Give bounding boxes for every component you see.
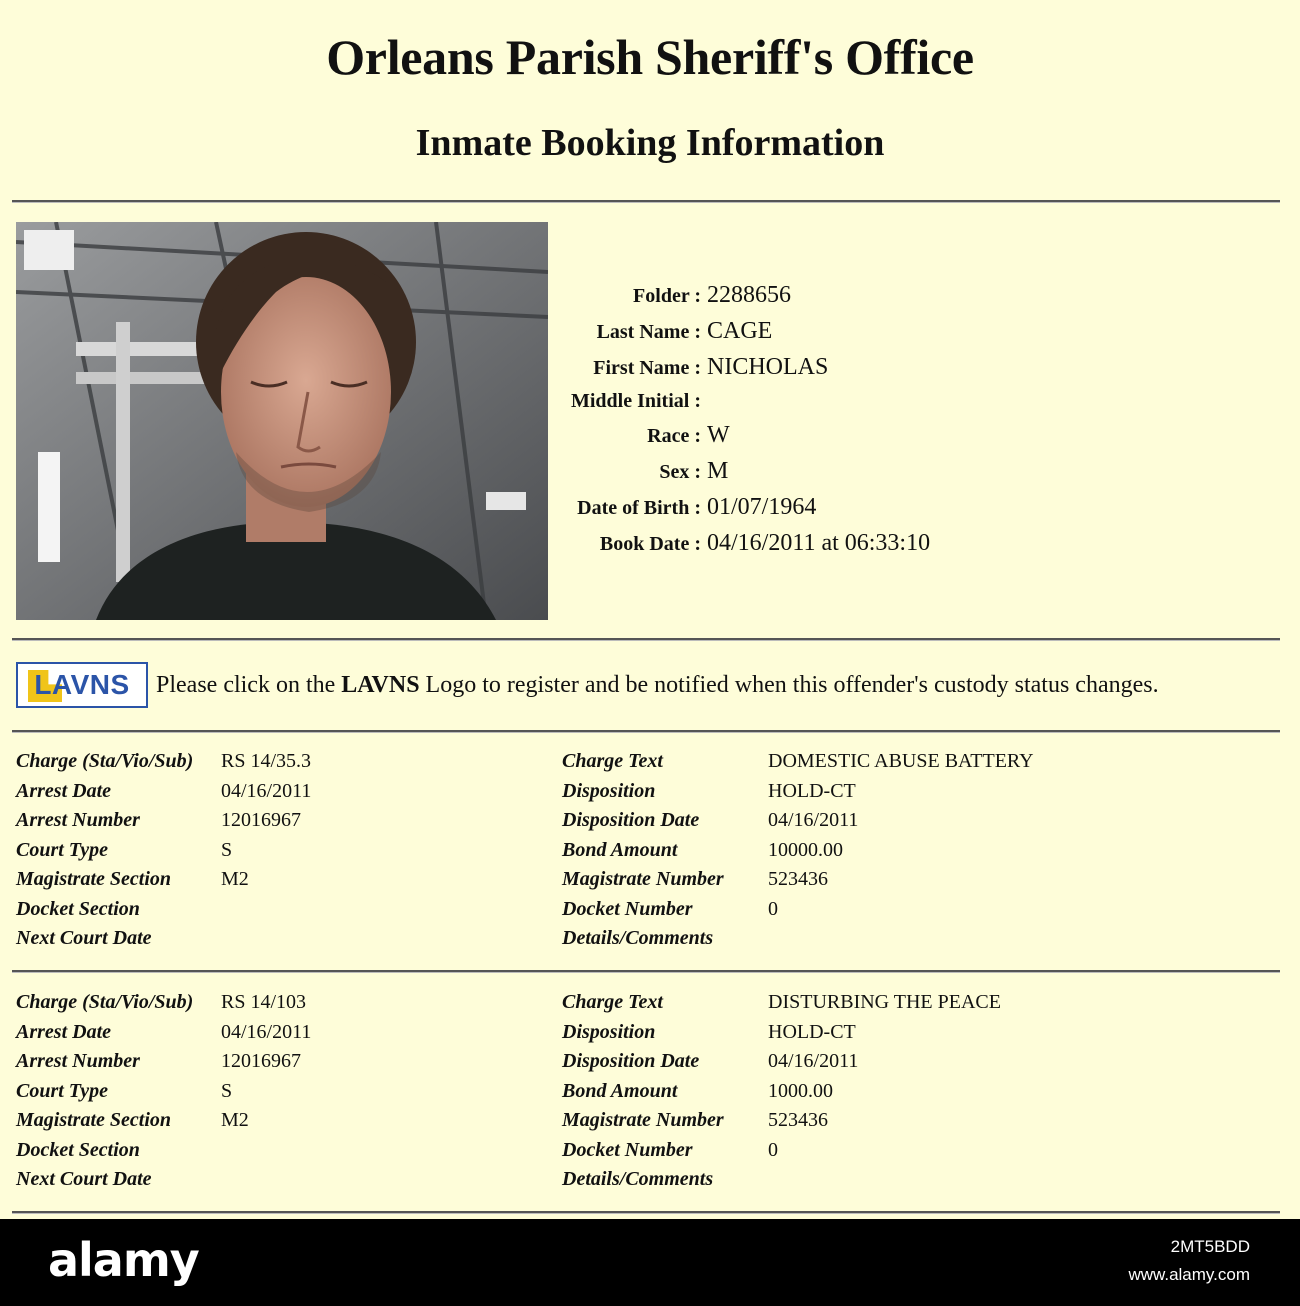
charge-label: Arrest Number	[16, 1050, 140, 1072]
charge-row	[16, 1021, 1276, 1051]
lavns-logo-text: LAVNS	[34, 669, 130, 700]
charge-label: Court Type	[16, 838, 109, 861]
charge-row	[16, 750, 1276, 780]
charge-row	[16, 1168, 1276, 1198]
info-label: First Name :	[593, 357, 701, 379]
charge-row	[16, 927, 1276, 957]
charge-value: 12016967	[221, 809, 301, 831]
info-row-middle-initial	[540, 390, 1100, 422]
charge-label: Disposition Date	[562, 1050, 700, 1072]
image-id: 2MT5BDD	[1170, 1237, 1250, 1256]
charge-value: S	[221, 838, 233, 861]
info-label: Book Date :	[599, 533, 701, 555]
charge-label: Magistrate Number	[562, 868, 724, 890]
watermark-meta	[1128, 1237, 1250, 1285]
page-title: Orleans Parish Sheriff's Office	[326, 29, 974, 85]
charge-label: Disposition	[562, 779, 656, 802]
divider	[12, 970, 1280, 973]
info-label: Date of Birth :	[577, 497, 701, 519]
charge-row	[16, 809, 1276, 839]
charge-row	[16, 839, 1276, 869]
charge-value: 10000.00	[768, 838, 843, 861]
page-subtitle: Inmate Booking Information	[415, 122, 885, 164]
info-label: Folder :	[633, 285, 701, 307]
lavns-message	[156, 672, 1159, 699]
charge-label: Details/Comments	[562, 1168, 714, 1190]
charge-value: S	[221, 1079, 233, 1102]
charge-row	[16, 898, 1276, 928]
charge-value: 12016967	[221, 1050, 301, 1072]
info-row-race	[540, 422, 1100, 458]
lavns-notice	[16, 662, 1159, 708]
charge-row	[16, 868, 1276, 898]
charge-block-2	[16, 991, 1276, 1198]
info-value: W	[707, 422, 730, 448]
charge-label: Docket Number	[562, 897, 693, 920]
charge-value: 523436	[768, 868, 828, 890]
charge-value: DISTURBING THE PEACE	[768, 991, 1001, 1013]
lavns-msg-bold: LAVNS	[341, 671, 420, 698]
divider	[12, 730, 1280, 733]
charge-value: RS 14/35.3	[221, 750, 312, 772]
charge-label: Magistrate Section	[16, 868, 172, 890]
info-row-sex	[540, 458, 1100, 494]
inmate-info	[540, 282, 1100, 566]
charge-label: Docket Section	[16, 897, 140, 920]
charge-label: Bond Amount	[562, 1079, 678, 1102]
lavns-msg-before: Please click on the	[156, 671, 342, 698]
watermark-url: www.alamy.com	[1128, 1265, 1250, 1284]
charge-value: DOMESTIC ABUSE BATTERY	[768, 750, 1034, 772]
divider	[12, 200, 1280, 203]
charge-label: Docket Number	[562, 1138, 693, 1161]
info-row-date-of-birth	[540, 494, 1100, 530]
charge-value: M2	[221, 868, 249, 890]
charge-value: 523436	[768, 1109, 828, 1131]
charge-value: 0	[768, 1138, 778, 1161]
info-value: M	[707, 458, 729, 484]
info-row-first-name	[540, 354, 1100, 390]
charge-label: Arrest Date	[16, 1020, 111, 1043]
charge-label: Magistrate Section	[16, 1109, 172, 1131]
charge-value: HOLD-CT	[768, 779, 856, 802]
info-label: Race :	[647, 425, 701, 447]
info-label: Last Name :	[596, 321, 701, 343]
charge-value: RS 14/103	[221, 991, 307, 1013]
charge-value: 1000.00	[768, 1079, 833, 1102]
info-row-last-name	[540, 318, 1100, 354]
charge-value: HOLD-CT	[768, 1020, 856, 1043]
charge-row	[16, 991, 1276, 1021]
info-value: 04/16/2011 at 06:33:10	[707, 530, 931, 556]
charge-row	[16, 1080, 1276, 1110]
charge-row	[16, 1139, 1276, 1169]
charge-value: 04/16/2011	[221, 779, 312, 802]
info-label: Middle Initial :	[570, 390, 701, 412]
charge-label: Charge Text	[562, 991, 663, 1013]
charge-block-1	[16, 750, 1276, 957]
info-value: NICHOLAS	[707, 354, 829, 380]
lavns-msg-after: Logo to register and be notified when this offender's custody status changes.	[419, 671, 1159, 698]
charge-value: 04/16/2011	[768, 809, 859, 831]
charge-row	[16, 1109, 1276, 1139]
charge-value: 04/16/2011	[768, 1050, 859, 1072]
info-row-folder	[540, 282, 1100, 318]
info-value: 01/07/1964	[707, 494, 817, 520]
charge-label: Charge Text	[562, 750, 663, 772]
info-label: Sex :	[659, 461, 701, 483]
charge-label: Bond Amount	[562, 838, 678, 861]
charge-label: Next Court Date	[16, 927, 152, 949]
charge-value: 04/16/2011	[221, 1020, 312, 1043]
charge-label: Disposition	[562, 1020, 656, 1043]
charge-value: 0	[768, 897, 778, 920]
charge-value: M2	[221, 1109, 249, 1131]
charge-label: Details/Comments	[562, 927, 714, 949]
charge-label: Arrest Number	[16, 809, 140, 831]
watermark-footer	[0, 1219, 1300, 1306]
info-value: CAGE	[707, 318, 773, 344]
alamy-logo: alamy	[48, 1233, 199, 1287]
charge-label: Magistrate Number	[562, 1109, 724, 1131]
info-row-book-date	[540, 530, 1100, 566]
charge-label: Arrest Date	[16, 779, 111, 802]
charge-label: Charge (Sta/Vio/Sub)	[16, 991, 194, 1013]
divider	[12, 1211, 1280, 1214]
charge-row	[16, 1050, 1276, 1080]
mugshot-photo	[16, 222, 548, 620]
lavns-logo-button[interactable]	[16, 662, 148, 708]
charge-label: Charge (Sta/Vio/Sub)	[16, 750, 194, 772]
info-value: 2288656	[707, 282, 791, 308]
charge-label: Next Court Date	[16, 1168, 152, 1190]
charge-label: Court Type	[16, 1079, 109, 1102]
charge-label: Docket Section	[16, 1138, 140, 1161]
divider	[12, 638, 1280, 641]
charge-row	[16, 780, 1276, 810]
charge-label: Disposition Date	[562, 809, 700, 831]
mugshot-image	[16, 222, 548, 620]
